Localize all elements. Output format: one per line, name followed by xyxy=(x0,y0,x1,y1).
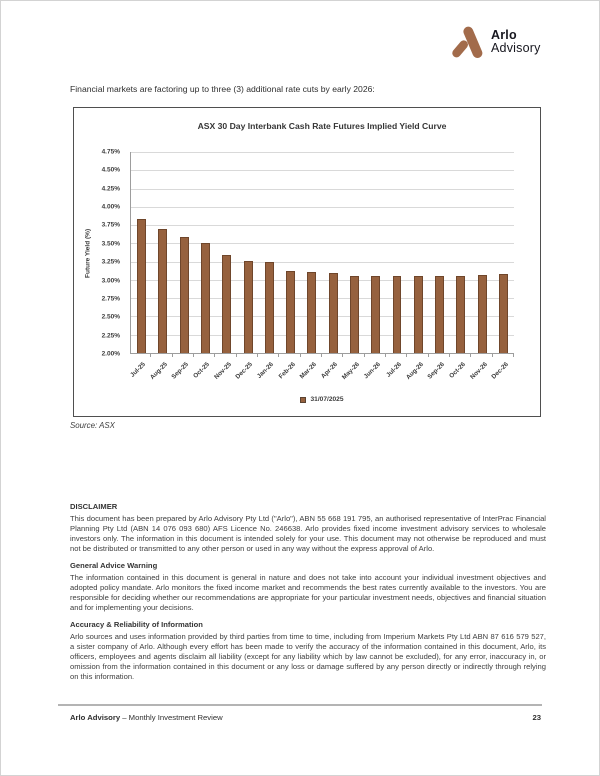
bar-Oct-25 xyxy=(201,243,210,353)
bar-Sep-25 xyxy=(180,237,189,353)
y-tick-label: 4.75% xyxy=(101,148,120,156)
y-tick-label: 4.50% xyxy=(101,166,120,174)
logo-wordmark xyxy=(491,29,541,55)
bar-series xyxy=(131,152,514,353)
y-tick-label: 2.25% xyxy=(101,332,120,340)
bar-slot-Mar-26 xyxy=(301,152,322,353)
y-tick-label: 2.00% xyxy=(101,350,120,358)
bar-Aug-25 xyxy=(158,229,167,353)
arlo-advisory-logo xyxy=(450,25,541,59)
bar-slot-Aug-25 xyxy=(152,152,173,353)
bar-slot-Nov-26 xyxy=(472,152,493,353)
y-tick-label: 2.75% xyxy=(101,295,120,303)
disclaimer-block xyxy=(70,502,546,689)
x-label-Nov-25: Nov-25 xyxy=(215,354,236,396)
x-label-Feb-26: Feb-26 xyxy=(279,354,300,396)
bar-Sep-26 xyxy=(435,276,444,353)
general-advice-body: The information contained in this document is general in nature and does not take into account your individual investment objectives and adopted policy mandate. Arlo monitors the fixed income market and recommends the best rates currently available to the investors. You are responsible for deciding whether our recommendations are appropriate for your particular investment needs, objectives and financial situation and for implementing your decisions. xyxy=(70,573,546,612)
footer-subtitle: – Monthly Investment Review xyxy=(122,713,223,722)
disclaimer-heading: DISCLAIMER xyxy=(70,502,118,511)
x-label-Aug-26: Aug-26 xyxy=(407,354,428,396)
x-label-Sep-26: Sep-26 xyxy=(429,354,450,396)
y-axis-title: Future Yield (%) xyxy=(84,228,92,278)
arlo-logo-icon xyxy=(450,25,484,59)
y-tick-label: 3.25% xyxy=(101,258,120,266)
x-label-Jul-26: Jul-26 xyxy=(386,354,407,396)
bar-Jan-26 xyxy=(265,262,274,353)
bar-slot-Aug-26 xyxy=(408,152,429,353)
general-advice-heading: General Advice Warning xyxy=(70,561,158,570)
x-label-Jul-25: Jul-25 xyxy=(130,354,151,396)
chart-legend xyxy=(130,396,514,403)
bar-Jul-25 xyxy=(137,219,146,353)
bar-slot-Oct-25 xyxy=(195,152,216,353)
x-label-Jun-26: Jun-26 xyxy=(365,354,386,396)
x-label-Mar-26: Mar-26 xyxy=(301,354,322,396)
logo-subname: Advisory xyxy=(491,41,541,55)
bar-Dec-26 xyxy=(499,274,508,353)
x-label-Nov-26: Nov-26 xyxy=(471,354,492,396)
footer-brand: Arlo Advisory xyxy=(70,713,121,722)
x-label-Oct-26: Oct-26 xyxy=(450,354,471,396)
chart-title: ASX 30 Day Interbank Cash Rate Futures Implied Yield Curve xyxy=(197,121,447,131)
bar-slot-Apr-26 xyxy=(323,152,344,353)
footer-title xyxy=(70,713,223,722)
bar-slot-Sep-26 xyxy=(429,152,450,353)
y-tick-label: 3.00% xyxy=(101,277,120,285)
x-label-Dec-26: Dec-26 xyxy=(493,354,514,396)
bar-slot-Nov-25 xyxy=(216,152,237,353)
bar-slot-Jun-26 xyxy=(365,152,386,353)
bar-Apr-26 xyxy=(329,273,338,353)
accuracy-heading: Accuracy & Reliability of Information xyxy=(70,620,203,629)
intro-text: Financial markets are factoring up to three (3) additional rate cuts by early 2026: xyxy=(70,84,375,94)
logo-name: Arlo xyxy=(491,28,517,42)
y-tick-label: 2.50% xyxy=(101,313,120,321)
y-tick-label: 3.75% xyxy=(101,221,120,229)
bar-Aug-26 xyxy=(414,276,423,353)
bar-slot-Jul-26 xyxy=(386,152,407,353)
bar-slot-Jan-26 xyxy=(259,152,280,353)
bar-Mar-26 xyxy=(307,272,316,353)
bar-slot-Dec-26 xyxy=(493,152,514,353)
x-label-Dec-25: Dec-25 xyxy=(237,354,258,396)
bar-Jul-26 xyxy=(393,276,402,353)
bar-slot-Dec-25 xyxy=(237,152,258,353)
bar-slot-Sep-25 xyxy=(174,152,195,353)
x-label-Jan-26: Jan-26 xyxy=(258,354,279,396)
plot-area xyxy=(130,152,514,354)
x-axis-tick-labels xyxy=(130,354,514,396)
bar-Nov-26 xyxy=(478,275,487,353)
y-tick-label: 4.00% xyxy=(101,203,120,211)
bar-May-26 xyxy=(350,276,359,353)
bar-slot-Feb-26 xyxy=(280,152,301,353)
y-tick-label: 4.25% xyxy=(101,185,120,193)
legend-label: 31/07/2025 xyxy=(310,396,344,403)
y-tick-label: 3.50% xyxy=(101,240,120,248)
bar-slot-Jul-25 xyxy=(131,152,152,353)
x-label-May-26: May-26 xyxy=(343,354,364,396)
legend-swatch xyxy=(300,397,306,403)
page-footer xyxy=(70,713,541,722)
source-note: Source: ASX xyxy=(70,421,115,430)
x-label-Oct-25: Oct-25 xyxy=(194,354,215,396)
accuracy-body: Arlo sources and uses information provided by third parties from time to time, including from Imperium Markets Pty Ltd ABN 87 616 579 527, a sister company of Arlo. Although every effort has been made to verify the accuracy of the information contained in this document, Arlo, its officers, employees and agents disclaim all liability (except for any liability which by law cannot be excluded), for any error, inaccuracy in, or omission from the information contained in this document or any loss or damage suffered by any person directly or indirectly through relying on this information. xyxy=(70,632,546,681)
x-label-Aug-25: Aug-25 xyxy=(151,354,172,396)
x-label-Sep-25: Sep-25 xyxy=(173,354,194,396)
disclaimer-body: This document has been prepared by Arlo Advisory Pty Ltd ("Arlo"), ABN 55 668 191 795, an authorised representative of InterPrac Financial Planning Pty Ltd (ABN 14 076 093 680) AFS Licence No. 246638. Arlo provides fixed income investment advisory services to wholesale investors only. The information in this document is intended solely for your use. This document may not otherwise be reproduced and must not be distributed or transmitted to any other person or used in any way without the express approval of Arlo. xyxy=(70,514,546,553)
bar-Oct-26 xyxy=(456,276,465,353)
bar-slot-Oct-26 xyxy=(450,152,471,353)
y-axis-tick-labels xyxy=(74,148,125,358)
bar-Feb-26 xyxy=(286,271,295,353)
yield-curve-chart xyxy=(73,107,541,417)
bar-Dec-25 xyxy=(244,261,253,353)
bar-Jun-26 xyxy=(371,276,380,353)
page-number: 23 xyxy=(532,713,541,722)
bar-slot-May-26 xyxy=(344,152,365,353)
x-label-Apr-26: Apr-26 xyxy=(322,354,343,396)
bar-Nov-25 xyxy=(222,255,231,353)
footer-divider xyxy=(58,704,542,706)
